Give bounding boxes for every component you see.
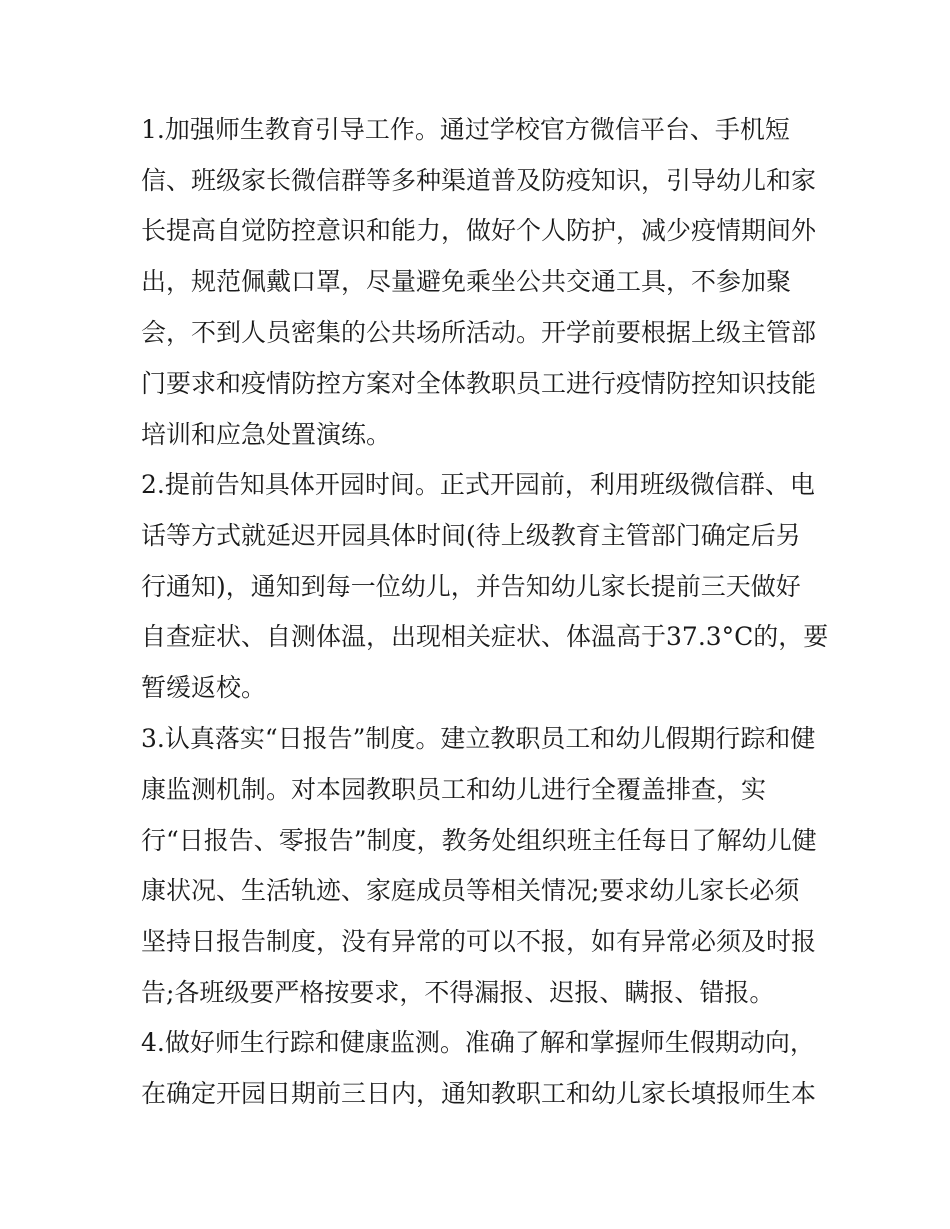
text-line: 暂缓返校。 xyxy=(141,673,267,702)
text-line: 自查症状、自测体温，出现相关症状、体温高于37.3°C的，要 xyxy=(141,622,829,651)
text-line: 行“日报告、零报告”制度，教务处组织班主任每日了解幼儿健 xyxy=(141,826,817,855)
text-line: 门要求和疫情防控方案对全体教职员工进行疫情防控知识技能 xyxy=(141,369,817,398)
text-line: 告;各班级要严格按要求，不得漏报、迟报、瞒报、错报。 xyxy=(141,978,775,1007)
text-line: 康监测机制。对本园教职员工和幼儿进行全覆盖排查，实 xyxy=(141,775,767,804)
text-line: 培训和应急处置演练。 xyxy=(141,420,392,449)
text-line: 话等方式就延迟开园具体时间(待上级教育主管部门确定后另 xyxy=(141,521,801,550)
text-line: 在确定开园日期前三日内，通知教职工和幼儿家长填报师生本 xyxy=(141,1079,817,1108)
text-line: 4.做好师生行踪和健康监测。准确了解和掌握师生假期动向， xyxy=(141,1028,815,1057)
text-line: 3.认真落实“日报告”制度。建立教职员工和幼儿假期行踪和健 xyxy=(141,724,816,753)
text-line: 会，不到人员密集的公共场所活动。开学前要根据上级主管部 xyxy=(141,318,817,347)
text-line: 行通知)，通知到每一位幼儿，并告知幼儿家长提前三天做好 xyxy=(141,572,801,601)
text-line: 1.加强师生教育引导工作。通过学校官方微信平台、手机短 xyxy=(141,115,790,144)
text-line: 长提高自觉防控意识和能力，做好个人防护，减少疫情期间外 xyxy=(141,216,817,245)
text-line: 2.提前告知具体开园时间。正式开园前，利用班级微信群、电 xyxy=(141,470,815,499)
text-line: 信、班级家长微信群等多种渠道普及防疫知识，引导幼儿和家 xyxy=(141,166,817,195)
text-line: 出，规范佩戴口罩，尽量避免乘坐公共交通工具，不参加聚 xyxy=(141,267,792,296)
text-line: 坚持日报告制度，没有异常的可以不报，如有异常必须及时报 xyxy=(141,927,817,956)
text-line: 康状况、生活轨迹、家庭成员等相关情况;要求幼儿家长必须 xyxy=(141,876,800,905)
